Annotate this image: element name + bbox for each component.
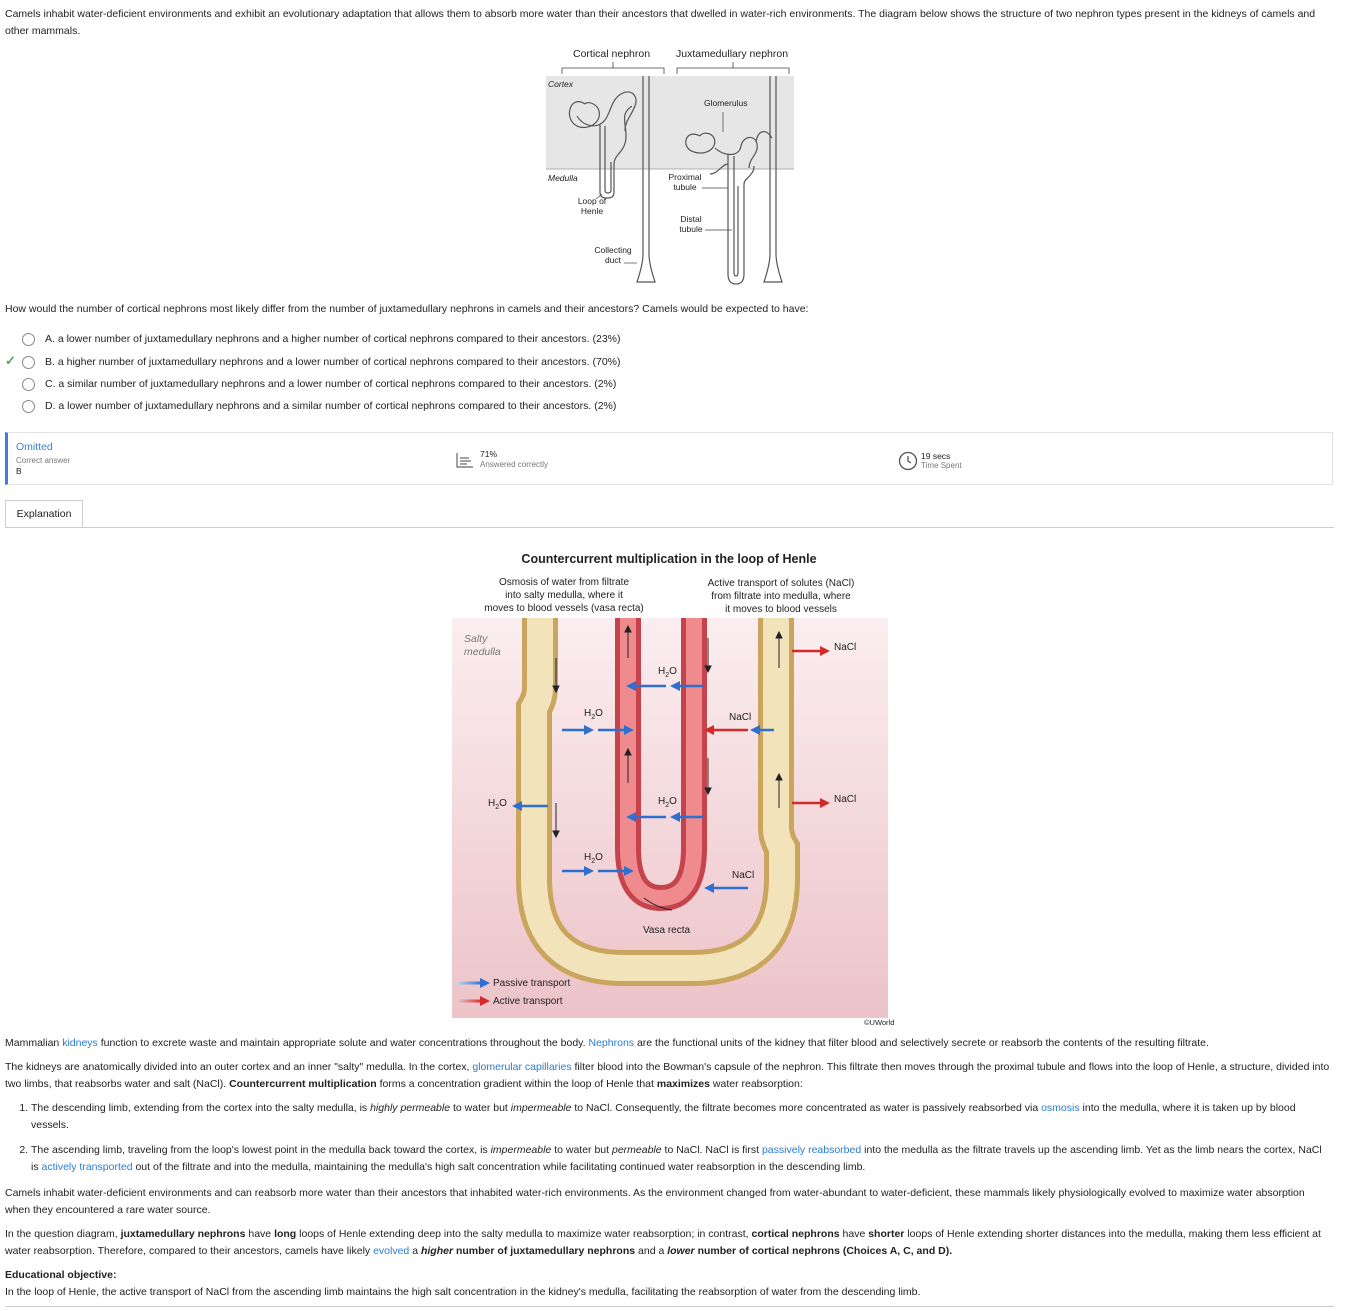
arrow-head bbox=[670, 681, 680, 691]
link-osmosis[interactable]: osmosis bbox=[1041, 1102, 1080, 1114]
nacl-label: NaCl bbox=[834, 642, 857, 653]
correct-answer-label: Correct answer bbox=[16, 456, 71, 465]
arrow-head bbox=[670, 812, 680, 822]
text: to water but bbox=[450, 1102, 511, 1114]
vasa-recta-label: Vasa recta bbox=[643, 925, 691, 936]
text: to NaCl. NaCl is first bbox=[661, 1144, 762, 1156]
proximal-text: Proximal bbox=[668, 172, 702, 182]
arrow-head bbox=[750, 725, 760, 735]
option-a-percent: (23%) bbox=[592, 333, 621, 345]
bold-italic-text: higher bbox=[420, 1245, 454, 1257]
option-c-percent: (2%) bbox=[594, 378, 617, 390]
text: Mammalian bbox=[5, 1037, 63, 1049]
option-d-text: a lower number of juxtamedullary nephrons and a similar number of cortical nephrons compared to their ancestors. bbox=[58, 400, 592, 412]
arrow-head bbox=[624, 725, 634, 735]
proximal-tubule-text: tubule bbox=[673, 182, 697, 192]
arrow-head bbox=[626, 681, 636, 691]
passive-transport-arrow bbox=[670, 681, 704, 691]
subscript-2: 2 bbox=[591, 858, 596, 865]
bold-text: cortical nephrons bbox=[751, 1228, 840, 1240]
glomerulus-label: Glomerulus bbox=[704, 98, 748, 108]
henle-text: Henle bbox=[580, 206, 604, 216]
arrow-head bbox=[584, 725, 594, 735]
h2o-label bbox=[658, 796, 677, 809]
percent-correct: 71% bbox=[480, 449, 498, 459]
h-text: H bbox=[584, 708, 592, 719]
arrow-head bbox=[820, 646, 830, 656]
link-evolved[interactable]: evolved bbox=[373, 1245, 410, 1257]
link-glomerular-capillaries[interactable]: glomerular capillaries bbox=[472, 1061, 572, 1073]
proximal-tubule-label bbox=[665, 172, 705, 192]
text: loops of Henle extending deep into the salty medulla to maximize water reabsorption; in contrast, bbox=[296, 1228, 752, 1240]
text: into the medulla, where it is taken up by blood vessels. bbox=[31, 1102, 1296, 1131]
countercurrent-figure bbox=[452, 552, 902, 1028]
copyright-label: ©UWorld bbox=[864, 1018, 895, 1027]
left-caption-line: into salty medulla, where it bbox=[505, 590, 623, 601]
subscript-2: 2 bbox=[665, 672, 670, 679]
text: to NaCl. Consequently, the filtrate becomes more concentrated as water is passively reabsorbed via bbox=[571, 1102, 1042, 1114]
correct-answer-value: B bbox=[16, 466, 22, 476]
figure-title: Countercurrent multiplication in the loop of Henle bbox=[521, 552, 817, 566]
link-actively-transported[interactable]: actively transported bbox=[41, 1161, 133, 1173]
bar-chart-icon bbox=[456, 452, 474, 471]
arrow-head bbox=[624, 866, 634, 876]
h-text: H bbox=[584, 852, 592, 863]
answer-option-d[interactable] bbox=[22, 396, 616, 416]
active-transport-arrow bbox=[704, 725, 748, 735]
answer-option-c[interactable] bbox=[22, 374, 616, 394]
text: loops of Henle extending shorter distances into the medulla, making them less efficient at water reabsorption. Therefore, compared to their ancestors, camels have likely bbox=[5, 1228, 1321, 1257]
text: forms a concentration gradient within the loop of Henle that bbox=[376, 1078, 657, 1090]
list-item bbox=[31, 1100, 1330, 1134]
explanation-para-4 bbox=[5, 1226, 1330, 1260]
option-c-letter: C. bbox=[45, 378, 56, 390]
bottom-divider bbox=[5, 1306, 1334, 1307]
arrow-head bbox=[584, 866, 594, 876]
status-omitted: Omitted bbox=[16, 441, 53, 453]
passive-transport-arrow bbox=[626, 812, 666, 822]
subscript-2: 2 bbox=[591, 714, 596, 721]
h2o-label bbox=[658, 666, 677, 679]
italic-text: impermeable bbox=[510, 1102, 572, 1114]
bold-text: maximizes bbox=[656, 1078, 710, 1090]
option-a-letter: A. bbox=[45, 333, 55, 345]
right-caption-line: it moves to blood vessels bbox=[725, 604, 837, 615]
text: into the medulla as the filtrate travels up the ascending limb. Yet as the limb nears the cortex, NaCl is bbox=[31, 1144, 1322, 1173]
passive-transport-arrow bbox=[512, 801, 548, 811]
correct-check-icon: ✓ bbox=[5, 353, 16, 368]
text: a bbox=[409, 1245, 421, 1257]
arrow-head bbox=[704, 883, 714, 893]
answer-stats-bar bbox=[5, 432, 1333, 485]
cortex-label: Cortex bbox=[548, 79, 574, 89]
option-b-letter: B. bbox=[45, 356, 55, 368]
h-text: H bbox=[488, 798, 496, 809]
italic-text: permeable bbox=[611, 1144, 662, 1156]
distal-text: Distal bbox=[680, 214, 702, 224]
text: out of the filtrate and into the medulla, maintaining the medulla's high salt concentration while facilitating continued water reabsorption in the descending limb. bbox=[132, 1161, 866, 1173]
h2o-label bbox=[488, 798, 507, 811]
passive-transport-arrow bbox=[750, 725, 774, 735]
h2o-label bbox=[584, 708, 603, 721]
loop-text: Loop of bbox=[577, 196, 607, 206]
text: are the functional units of the kidney that filter blood and selectively secrete or reabsorb the contents of the resulting filtrate. bbox=[634, 1037, 1209, 1049]
h-text: H bbox=[658, 666, 666, 677]
answer-option-b[interactable] bbox=[22, 352, 621, 372]
italic-text: impermeable bbox=[490, 1144, 552, 1156]
tab-explanation[interactable]: Explanation bbox=[5, 500, 83, 527]
o-text: O bbox=[595, 708, 603, 719]
bold-text: shorter bbox=[868, 1228, 905, 1240]
answer-option-a[interactable] bbox=[22, 329, 621, 349]
radio-c[interactable] bbox=[22, 378, 35, 391]
transport-arrows bbox=[452, 618, 888, 1018]
cortical-nephron-label: Cortical nephron bbox=[573, 48, 651, 60]
explanation-para-2 bbox=[5, 1059, 1330, 1093]
explanation-para-1 bbox=[5, 1035, 1330, 1052]
passive-transport-arrow bbox=[626, 681, 666, 691]
active-transport-arrow bbox=[792, 798, 830, 808]
option-d-percent: (2%) bbox=[594, 400, 617, 412]
italic-text: highly permeable bbox=[370, 1102, 451, 1114]
distal-tubule-text: tubule bbox=[679, 224, 703, 234]
option-b-text: a higher number of juxtamedullary nephrons and a lower number of cortical nephrons compared to their ancestors. bbox=[57, 356, 590, 368]
bold-text: juxtamedullary nephrons bbox=[120, 1228, 246, 1240]
medulla-text: medulla bbox=[464, 646, 501, 658]
juxtamedullary-nephron-label: Juxtamedullary nephron bbox=[676, 48, 789, 60]
option-d-letter: D. bbox=[45, 400, 56, 412]
right-caption bbox=[686, 577, 876, 616]
time-spent: 19 secs bbox=[921, 451, 951, 461]
text: have bbox=[245, 1228, 275, 1240]
left-caption-line: moves to blood vessels (vasa recta) bbox=[484, 603, 644, 614]
o-text: O bbox=[499, 798, 507, 809]
legend-passive-icon bbox=[456, 978, 490, 991]
arrow-head bbox=[626, 812, 636, 822]
nacl-label: NaCl bbox=[834, 794, 857, 805]
left-caption-line: Osmosis of water from filtrate bbox=[498, 577, 630, 588]
duct-text: duct bbox=[604, 255, 622, 265]
passive-transport-arrow bbox=[598, 866, 634, 876]
passive-transport-arrow bbox=[562, 725, 594, 735]
loop-of-henle-label bbox=[572, 196, 612, 216]
passive-transport-arrow bbox=[598, 725, 634, 735]
o-text: O bbox=[669, 796, 677, 807]
o-text: O bbox=[669, 666, 677, 677]
subscript-2: 2 bbox=[495, 804, 500, 811]
text: In the question diagram, bbox=[5, 1228, 121, 1240]
text: function to excrete waste and maintain appropriate solute and water concentrations throughout the body. bbox=[97, 1037, 589, 1049]
distal-tubule-label bbox=[676, 214, 706, 234]
radio-d[interactable] bbox=[22, 400, 35, 413]
list-item bbox=[31, 1142, 1330, 1176]
subscript-2: 2 bbox=[665, 802, 670, 809]
text: filter blood into the Bowman's capsule of the nephron. This filtrate then moves through the proximal tubule and flows into the loop of Henle, a structure, divided into two limbs, that reabsorbs water and salt (NaCl). bbox=[5, 1061, 1330, 1090]
text: The ascending limb, traveling from the loop's lowest point in the medulla back toward the cortex, is bbox=[31, 1144, 491, 1156]
salty-text: Salty bbox=[464, 633, 488, 645]
arrow-head bbox=[820, 798, 830, 808]
clock-icon bbox=[898, 451, 918, 474]
active-transport-arrow bbox=[792, 646, 830, 656]
bold-text: number of juxtamedullary nephrons bbox=[453, 1245, 636, 1257]
collecting-duct-label bbox=[590, 245, 636, 265]
collecting-text: Collecting bbox=[594, 245, 632, 255]
o-text: O bbox=[595, 852, 603, 863]
time-spent-label: Time Spent bbox=[921, 461, 962, 470]
salty-medulla-label bbox=[464, 633, 501, 659]
question-prompt: How would the number of cortical nephrons most likely differ from the number of juxtamedullary nephrons in camels and their ancestors? Camels would be expected to have: bbox=[5, 303, 809, 315]
arrow-head bbox=[512, 801, 522, 811]
question-stem: Camels inhabit water-deficient environments and exhibit an evolutionary adaptation that allows them to absorb more water than their ancestors that dwelled in water-rich environments. The diagram below shows the structure of two nephron types present in the kidneys of camels and other mammals. bbox=[5, 8, 1316, 37]
text: and a bbox=[635, 1245, 668, 1257]
explanation-para-3: Camels inhabit water-deficient environments and can reabsorb more water than their ancestors that inhabited water-rich environments. As the environment changed from water-abundant to water-deficient, these mammals likely physiologically evolved to maximize water absorption when they encountered a rare water source. bbox=[5, 1187, 1305, 1216]
radio-a[interactable] bbox=[22, 333, 35, 346]
option-a-text: a lower number of juxtamedullary nephrons and a higher number of cortical nephrons compared to their ancestors. bbox=[57, 333, 590, 345]
text: to water but bbox=[551, 1144, 612, 1156]
option-c-text: a similar number of juxtamedullary nephrons and a lower number of cortical nephrons compared to their ancestors. bbox=[58, 378, 592, 390]
legend-passive-label: Passive transport bbox=[493, 978, 571, 989]
right-caption-line: from filtrate into medulla, where bbox=[711, 591, 851, 602]
nacl-label: NaCl bbox=[729, 712, 752, 723]
passive-transport-arrow bbox=[704, 883, 748, 893]
nephron-figure bbox=[540, 44, 810, 300]
percent-correct-label: Answered correctly bbox=[480, 460, 549, 469]
h-text: H bbox=[658, 796, 666, 807]
text: The kidneys are anatomically divided into an outer cortex and an inner "salty" medulla. In the cortex, bbox=[5, 1061, 473, 1073]
bold-text: long bbox=[274, 1228, 297, 1240]
left-caption bbox=[466, 576, 662, 615]
link-passively-reabsorbed[interactable]: passively reabsorbed bbox=[761, 1144, 862, 1156]
radio-b[interactable] bbox=[22, 356, 35, 369]
legend-active-icon bbox=[456, 996, 490, 1009]
text: The descending limb, extending from the cortex into the salty medulla, is bbox=[31, 1102, 371, 1114]
bold-text: (Choices A, C, and D). bbox=[839, 1245, 953, 1257]
text: water reabsorption: bbox=[709, 1078, 803, 1090]
passive-transport-arrow bbox=[562, 866, 594, 876]
option-b-percent: (70%) bbox=[592, 356, 621, 368]
bold-italic-text: lower bbox=[667, 1245, 695, 1257]
text: have bbox=[839, 1228, 869, 1240]
medulla-label: Medulla bbox=[548, 173, 578, 183]
nacl-label: NaCl bbox=[732, 870, 755, 881]
link-kidneys[interactable]: kidneys bbox=[62, 1037, 98, 1049]
h2o-label bbox=[584, 852, 603, 865]
tab-divider bbox=[5, 527, 1334, 528]
arrow-head bbox=[704, 725, 714, 735]
educational-objective-heading: Educational objective: bbox=[5, 1269, 117, 1281]
bold-text: number of cortical nephrons bbox=[694, 1245, 840, 1257]
legend-active-label: Active transport bbox=[493, 996, 563, 1007]
passive-transport-arrow bbox=[670, 812, 704, 822]
link-nephrons[interactable]: Nephrons bbox=[588, 1037, 635, 1049]
explanation-list bbox=[5, 1100, 1330, 1184]
educational-objective-text: In the loop of Henle, the active transport of NaCl from the ascending limb maintains the high salt concentration in the kidney's medulla, facilitating the reabsorption of water from the descending limb. bbox=[5, 1286, 921, 1298]
right-caption-line: Active transport of solutes (NaCl) bbox=[707, 578, 855, 589]
bold-text: Countercurrent multiplication bbox=[229, 1078, 377, 1090]
